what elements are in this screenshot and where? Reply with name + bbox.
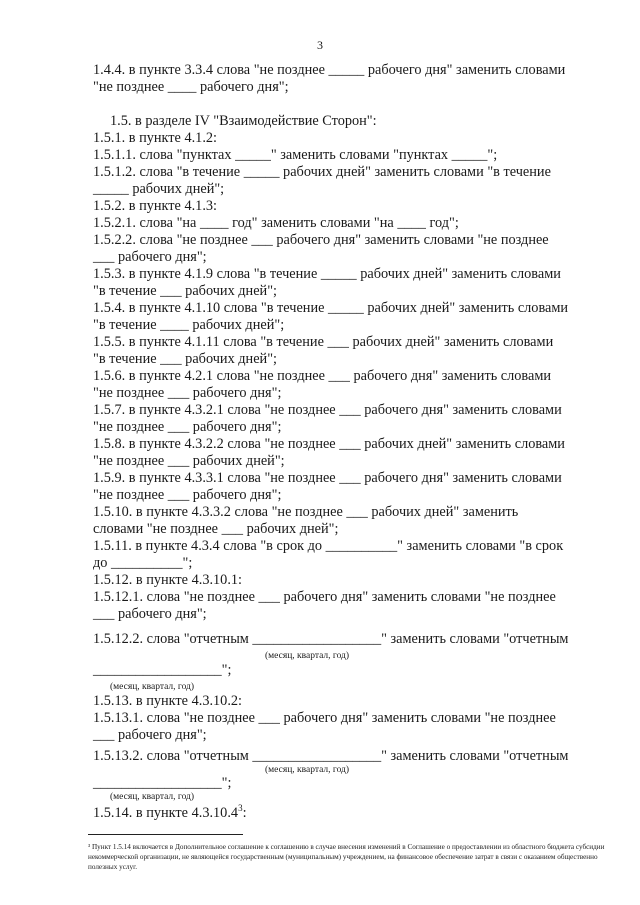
footnote: ³ Пункт 1.5.14 включается в Дополнительное соглашение к соглашению в случае внесения изменений в Соглашение о предоставлении из областного бюджета субсидии некоммерческой организации, не являющейся государственным (муниципальным) учреждением, на финансовое обеспечение затрат в связи с оказанием общественно полезных услуг. (88, 843, 605, 871)
text-line: 1.5.12.2. слова "отчетным __________________" заменить словами "отчетным (93, 631, 569, 647)
text-line: ___ рабочего дня"; (93, 606, 207, 622)
text-line: "не позднее ___ рабочего дня"; (93, 385, 282, 401)
text-line: 1.5.2.2. слова "не позднее ___ рабочего дня" заменить словами "не позднее (93, 232, 549, 248)
text-line: __________________"; (93, 775, 232, 791)
text-line: 1.5.2.1. слова "на ____ год" заменить словами "на ____ год"; (93, 215, 459, 231)
text-line: 1.5.13.1. слова "не позднее ___ рабочего дня" заменить словами "не позднее (93, 710, 556, 726)
text-line: 1.5.1.1. слова "пунктах _____" заменить словами "пунктах _____"; (93, 147, 498, 163)
text-line: 1.5. в разделе IV "Взаимодействие Сторон": (110, 113, 377, 129)
text-line: "в течение ____ рабочих дней"; (93, 317, 285, 333)
footnote-reference: 3 (238, 803, 243, 814)
text-line-content: 1.5.14. в пункте 4.3.10.4 (93, 805, 239, 821)
text-line: 1.5.13. в пункте 4.3.10.2: (93, 693, 243, 709)
footnote-rule (88, 834, 243, 835)
text-line: _____ рабочих дней"; (93, 181, 225, 197)
text-line: "в течение ___ рабочих дней"; (93, 283, 278, 299)
text-line: 1.5.8. в пункте 4.3.2.2 слова "не позднее ___ рабочих дней" заменить словами (93, 436, 565, 452)
form-caption: (месяц, квартал, год) (265, 765, 350, 775)
text-line: 1.5.6. в пункте 4.2.1 слова "не позднее ___ рабочего дня" заменить словами (93, 368, 552, 384)
form-caption: (месяц, квартал, год) (110, 682, 195, 692)
text-line: словами "не позднее ___ рабочих дней"; (93, 521, 339, 537)
text-line: ___ рабочего дня"; (93, 249, 207, 265)
text-line: 1.4.4. в пункте 3.3.4 слова "не позднее _____ рабочего дня" заменить словами (93, 62, 566, 78)
text-line: 1.5.5. в пункте 4.1.11 слова "в течение ___ рабочих дней" заменить словами (93, 334, 554, 350)
text-line: 1.5.11. в пункте 4.3.4 слова "в срок до __________" заменить словами "в срок (93, 538, 564, 554)
text-line: 1.5.7. в пункте 4.3.2.1 слова "не позднее ___ рабочего дня" заменить словами (93, 402, 562, 418)
text-line: 1.5.12. в пункте 4.3.10.1: (93, 572, 243, 588)
form-caption: (месяц, квартал, год) (265, 651, 350, 661)
text-line: __________________"; (93, 662, 232, 678)
text-line: 1.5.9. в пункте 4.3.3.1 слова "не позднее ___ рабочего дня" заменить словами (93, 470, 562, 486)
text-line: 1.5.14. в пункте 4.3.10.4$^3$: (93, 803, 247, 821)
text-line: 1.5.12.1. слова "не позднее ___ рабочего дня" заменить словами "не позднее (93, 589, 556, 605)
text-line: 1.5.10. в пункте 4.3.3.2 слова "не позднее ___ рабочих дней" заменить (93, 504, 519, 520)
text-line: 1.5.3. в пункте 4.1.9 слова "в течение _____ рабочих дней" заменить словами (93, 266, 561, 282)
text-line: "не позднее ____ рабочего дня"; (93, 79, 289, 95)
text-line: 1.5.2. в пункте 4.1.3: (93, 198, 218, 214)
text-line: "не позднее ___ рабочего дня"; (93, 487, 282, 503)
text-line: 1.5.4. в пункте 4.1.10 слова "в течение _____ рабочих дней" заменить словами (93, 300, 569, 316)
text-line: до __________"; (93, 555, 193, 571)
form-caption: (месяц, квартал, год) (110, 792, 195, 802)
page-number: 3 (317, 38, 323, 52)
text-line: 1.5.1.2. слова "в течение _____ рабочих дней" заменить словами "в течение (93, 164, 551, 180)
text-line: "не позднее ___ рабочего дня"; (93, 419, 282, 435)
text-line: 1.5.1. в пункте 4.1.2: (93, 130, 218, 146)
text-line: "не позднее ___ рабочих дней"; (93, 453, 285, 469)
text-line: ___ рабочего дня"; (93, 727, 207, 743)
text-line: 1.5.13.2. слова "отчетным __________________" заменить словами "отчетным (93, 748, 569, 764)
text-line: "в течение ___ рабочих дней"; (93, 351, 278, 367)
